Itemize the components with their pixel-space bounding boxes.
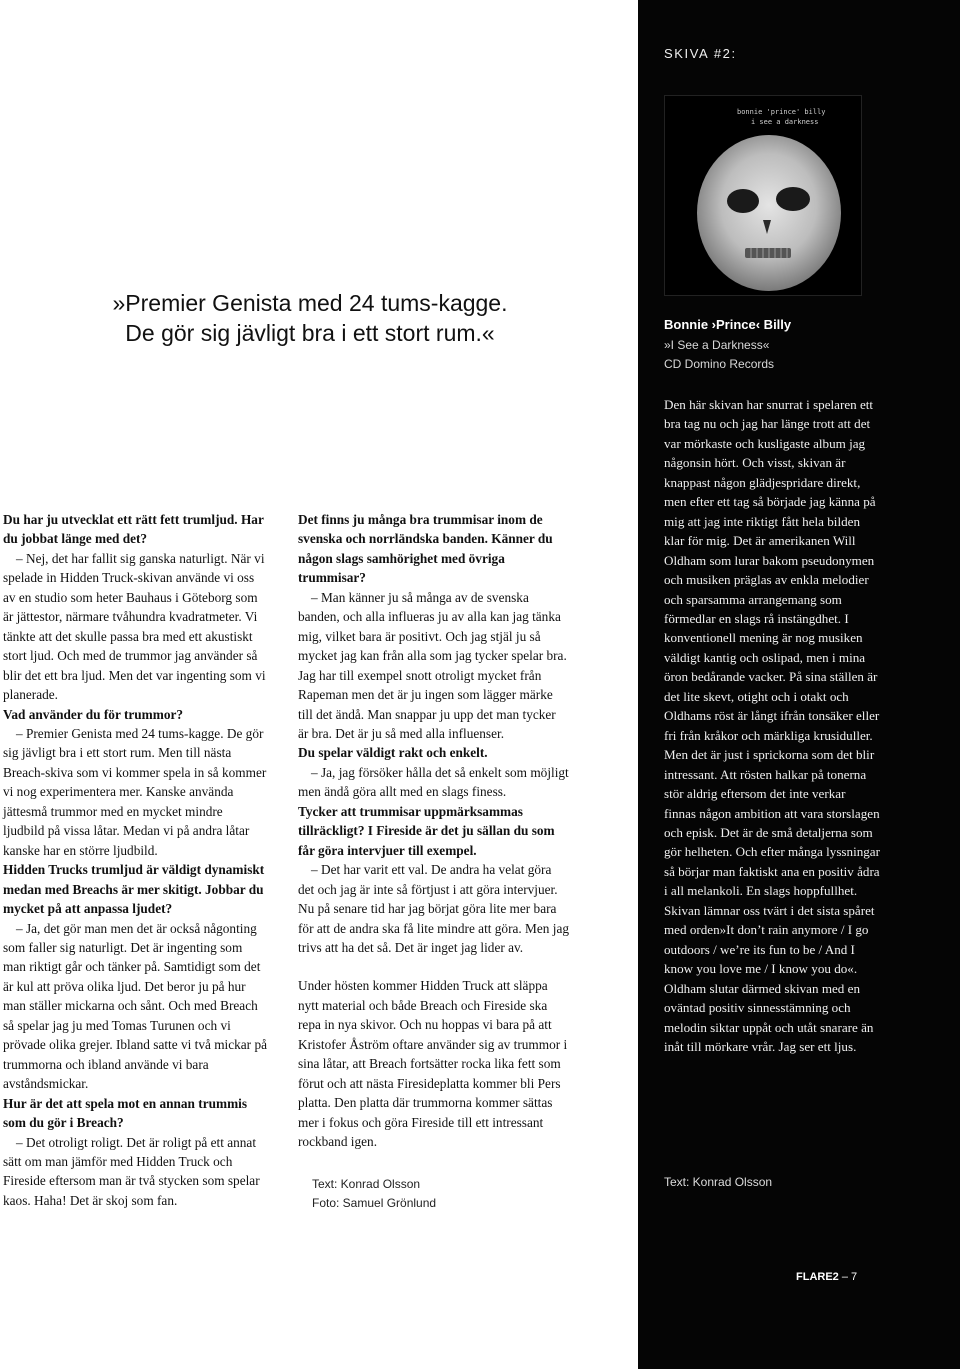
- interview-answer: – Ja, jag försöker hålla det så enkelt som möjligt men ändå göra allt med en slags finess.: [298, 764, 569, 800]
- closing-paragraph: Under hösten kommer Hidden Truck att släppa nytt material och både Breach och Fireside ska repa in nya skivor. Och nu hoppas vi bara på att Kristofer Åström oftare använder sig av trummor i sina låtar, att Breach fortsätter rocka lika fett som förut och att nästa Firesideplatta kommer bli Pers platta. Den platta där trummorna kommer sättas mer i fokus och göra Fireside till ett intressant rockband igen.: [298, 978, 568, 1150]
- interview-question: Vad använder du för trummor?: [3, 706, 184, 722]
- paragraph-gap: [298, 957, 569, 976]
- skull-illustration: [665, 96, 861, 295]
- interview-question: Det finns ju många bra trummisar inom de svenska och norrländska banden. Känner du någon slags samhörighet med övriga trummisar?: [298, 512, 553, 586]
- pull-quote-line-2: De gör sig jävligt bra i ett stort rum.«: [125, 320, 495, 346]
- interview-column-2: [298, 510, 569, 1152]
- interview-answer: – Det otroligt roligt. Det är roligt på ett annat sätt om man jämför med Hidden Truck och Fireside eftersom man är två stycken som spelar kaos. Haha! Det är skoj som fan.: [3, 1134, 260, 1208]
- interview-answer: – Nej, det har fallit sig ganska naturligt. När vi spelade in Hidden Truck-skivan använde vi oss av en studio som heter Bauhaus i Göteborg som är jättestor, närmare tvåhundra kvadratmeter. Vi tänkte att det skulle passa bra med ett akustiskt stort ljud. Och med de trummor jag använder så blir det ett bra ljud. Men det var ingenting som vi planerade.: [3, 550, 266, 703]
- interview-question: Du spelar väldigt rakt och enkelt.: [298, 745, 488, 761]
- album-cover-image: [664, 95, 862, 296]
- interview-question: Tycker att trummisar uppmärksammas tillräckligt? I Fireside är det ju sällan du som får göra intervjuer till exempel.: [298, 803, 555, 858]
- text-credit: Text: Konrad Olsson: [312, 1177, 421, 1191]
- page-number: [796, 1271, 857, 1283]
- interview-column-1: [3, 510, 267, 1210]
- review-credit: Text: Konrad Olsson: [664, 1175, 773, 1189]
- interview-question: Hur är det att spela mot en annan trummis som du gör i Breach?: [3, 1095, 248, 1131]
- sidebar-label: SKIVA #2:: [664, 46, 737, 61]
- article-credits: [312, 1175, 436, 1213]
- pull-quote-line-1: »Premier Genista med 24 tums-kagge.: [112, 290, 508, 316]
- interview-answer: – Man känner ju så många av de svenska banden, och alla influeras ju av alla kan jag tänka mig, vilket bara är positivt. Och jag stjäl ju så mycket jag kan från alla som jag tycker spelar bra. Jag har till exempel snott otroligt mycket från Rapeman men det är ju ingen som lägger märke till det ändå. Man snappar ju upp det man tycker är bra. Det är ju så med alla influenser.: [298, 589, 567, 741]
- interview-question: Du har ju utvecklat ett rätt fett trumljud. Har du jobbat länge med det?: [3, 512, 264, 547]
- album-review-text: [664, 395, 880, 1056]
- page-number-value: – 7: [838, 1271, 858, 1283]
- album-artist: Bonnie ›Prince‹ Billy: [664, 317, 792, 332]
- magazine-brand: FLARE2: [796, 1271, 839, 1283]
- photo-credit: Foto: Samuel Grönlund: [312, 1196, 437, 1210]
- cover-text-line-1: bonnie 'prince' billy: [737, 108, 826, 116]
- pull-quote: [50, 288, 570, 348]
- album-format: CD Domino Records: [664, 357, 775, 371]
- review-body: Den här skivan har snurrat i spelaren ett bra tag nu och jag har länge trott att det var mörkaste och kusligaste album jag någonsin hört. Och visst, skivan är knappast någon glädjespridare direkt, men efter ett tag så började jag känna på mig att jag inte riktigt fått hela bilden klar för mig. Det är amerikanen Will Oldham som lurar bakom pseudonymen och musiken präglas av enkla melodier och sparsamma arrangemang som förmedlar en slags rå instängdhet. I konventionell mening är nog musiken väldigt kantig och oslipad, men i mina öron bedårande vacker. På sina ställen är det lite skevt, otight och i otakt och Oldhams röst är långt ifrån tonsäker eller fri från kråkor och märkliga krusiduller. Men det är just i sprickorna som det blir intressant. Att rösten halkar på tonerna stör aldrig eftersom det inte verkar finnas någon ambition att vara storslagen och episk. Det är de små detaljerna som gör helheten. Och efter många lyssningar så börjar man faktiskt ana en positiv ådra i all melankoli. En slags hoppfullhet. Skivan lämnar oss tvärt i det sista spåret med orden»It don’t rain anymore / I go outdoors / we’re its fun to be / And I know you love me / I know you do«. Oldham slutar därmed skivan med en oväntad positiv sinnesstämning och melodin siktar uppåt och utåt snarare än inåt till mörkare vrår. Jag ser ett ljus.: [664, 397, 880, 1054]
- interview-answer: – Det har varit ett val. De andra ha velat göra det och jag är inte så förtjust i att göra intervjuer. Nu på senare tid har jag börjat göra lite mer bara för att de andra ska få lite mindre att göra. Men jag trivs att ha det så. Det är inget jag lider av.: [298, 862, 570, 955]
- interview-question: Hidden Trucks trumljud är väldigt dynamiskt medan med Breachs är mer skitigt. Jobbar du mycket på att anpassa ljudet?: [3, 862, 265, 917]
- cover-text-line-2: i see a darkness: [751, 118, 819, 126]
- interview-answer: – Ja, det gör man men det är också någonting som faller sig naturligt. Det är ingenting som man riktigt går och tänker på. Samtidigt som det är kul att pröva olika ljud. Det beror ju på hur man ställer mickarna och sånt. Och med Breach så spelar jag ju med Tomas Turunen och vi prövade olika grejer. Ibland satte vi två mickar på trummorna och ibland använde vi bara avståndsmickar.: [3, 920, 267, 1092]
- interview-answer: – Premier Genista med 24 tums-kagge. De gör sig jävligt bra i ett stort rum. Men till nästa Breach-skiva som vi kommer spela in så kommer vi nog experimentera mer. Kanske använda jättesmå trummor med en mycket mindre ljudbild på vissa låtar. Medan vi på andra låtar kanske har en större ljudbild.: [3, 725, 267, 858]
- album-title: »I See a Darkness«: [664, 338, 770, 352]
